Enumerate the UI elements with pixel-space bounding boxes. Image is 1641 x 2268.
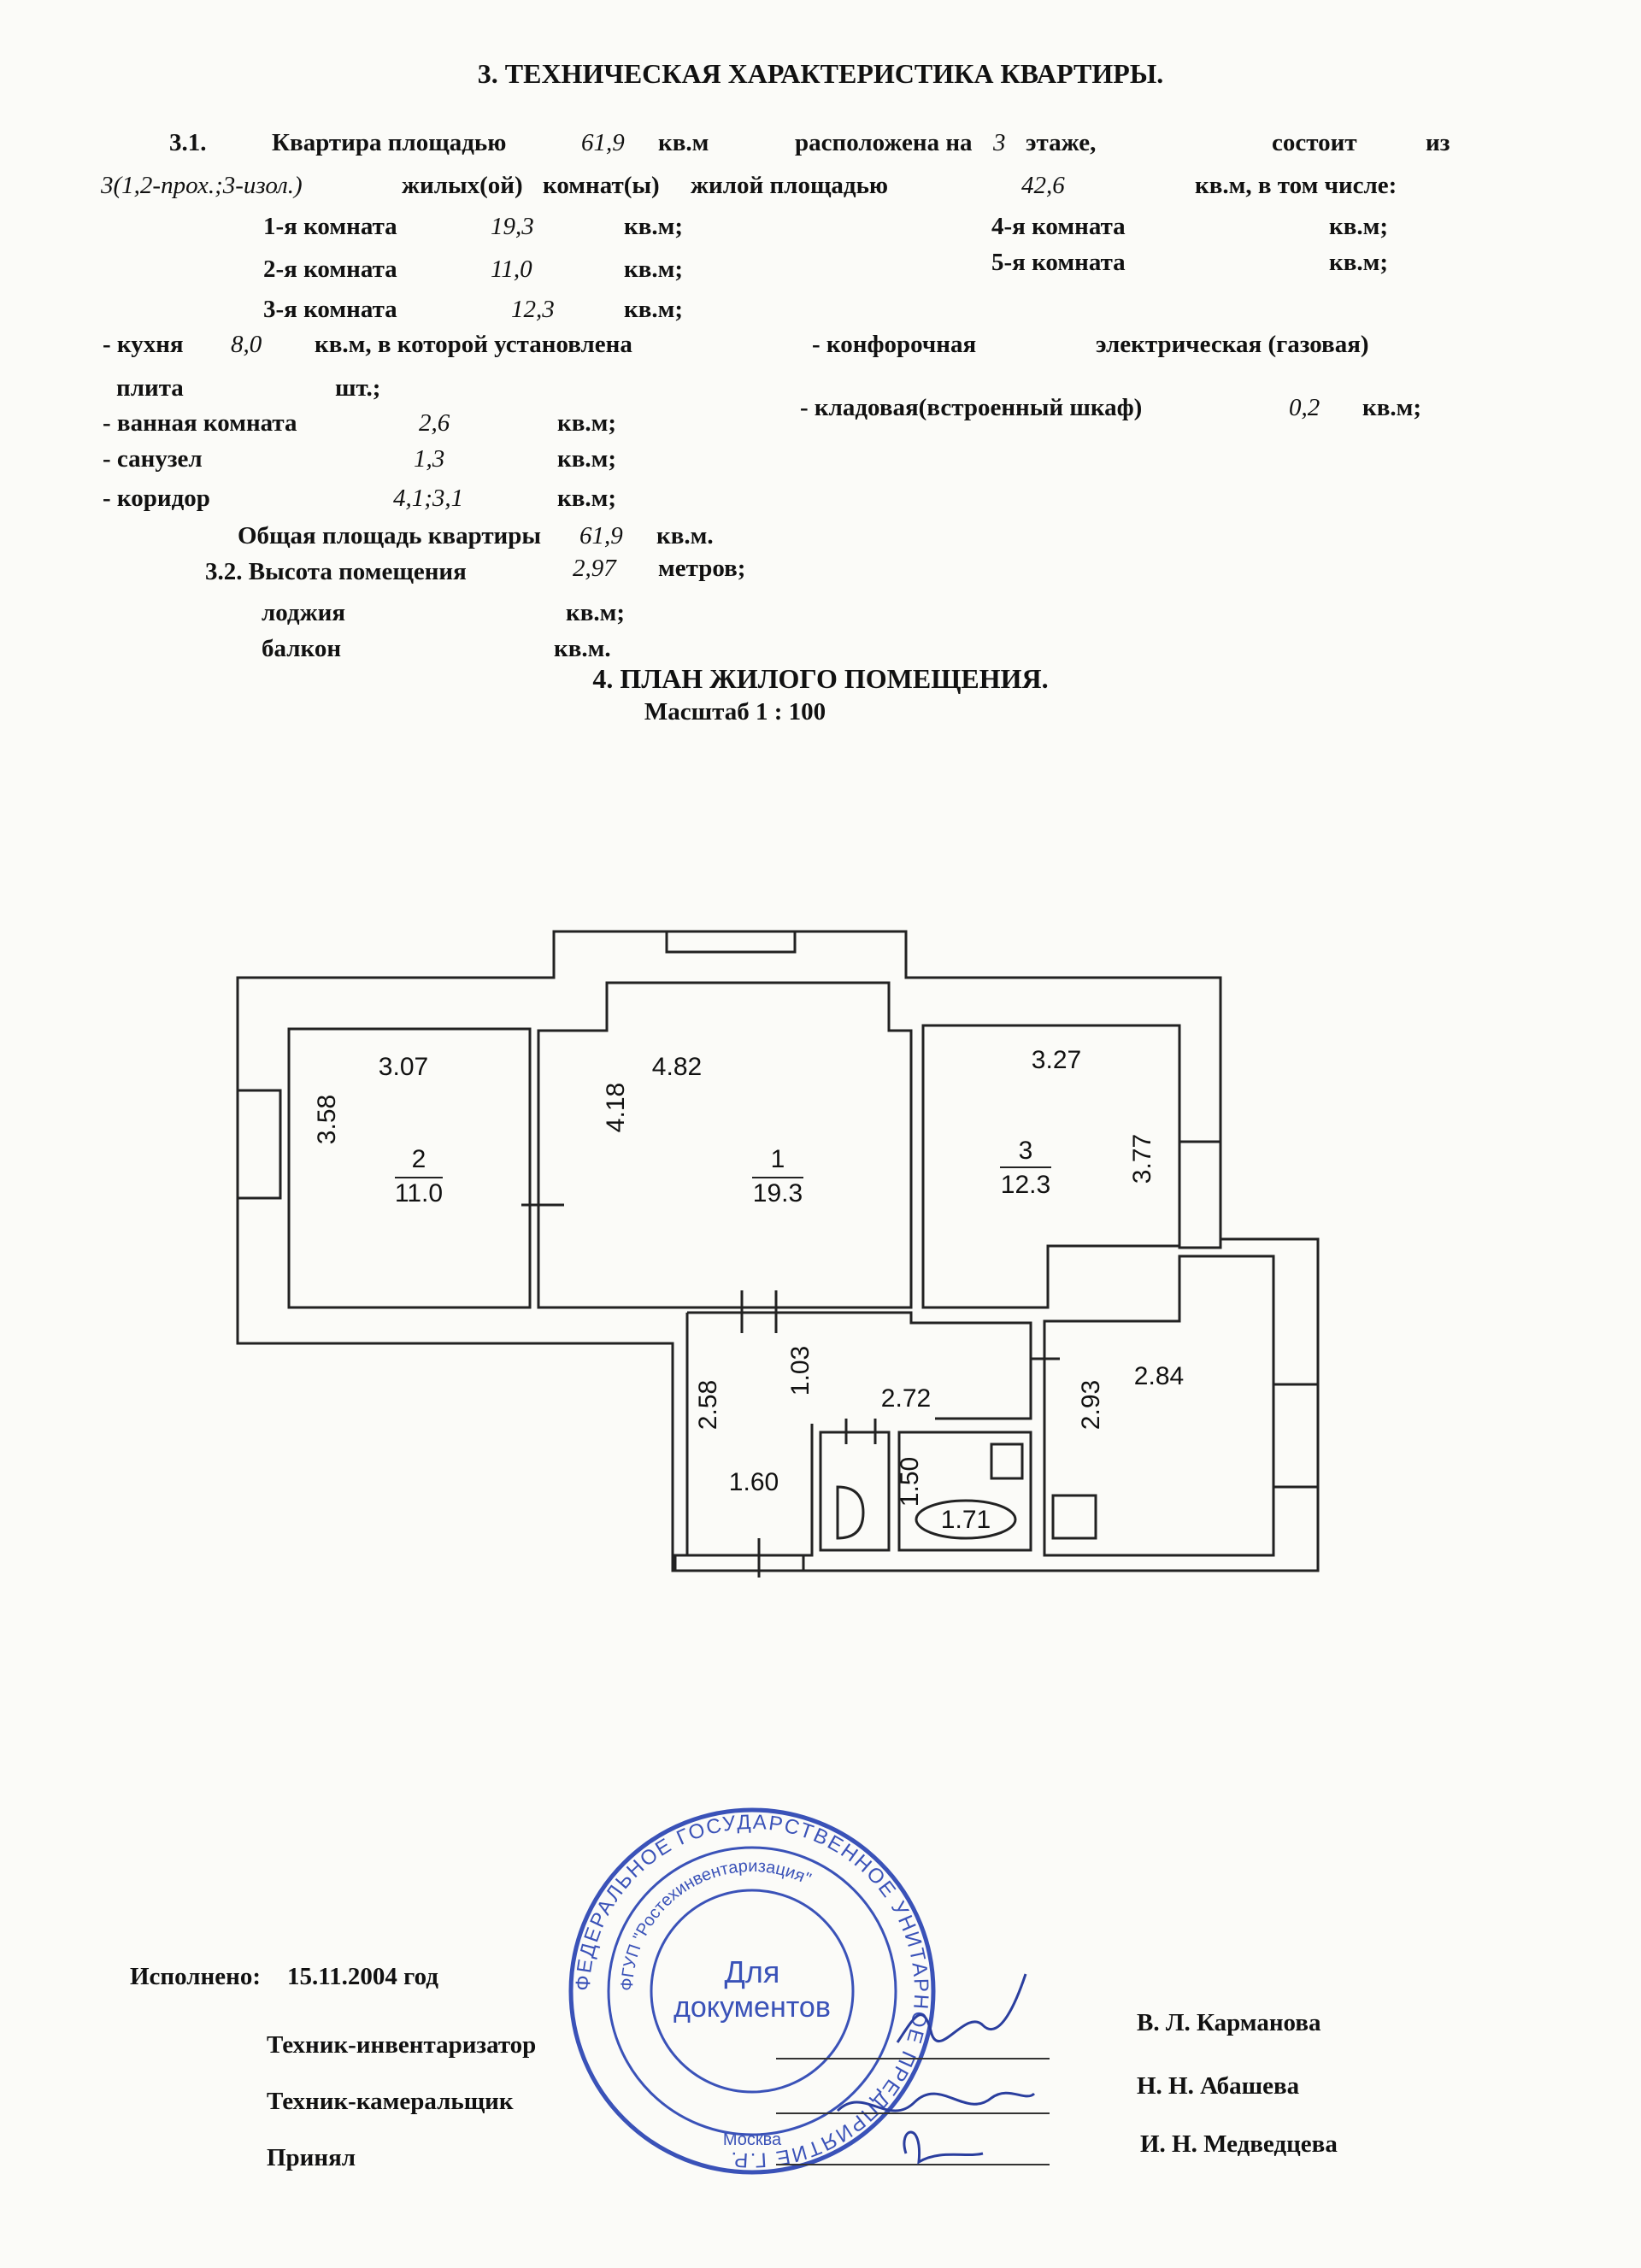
room2-num: 2	[411, 1145, 426, 1173]
p31-num: 3.1.	[169, 129, 207, 156]
name-1: В. Л. Карманова	[1137, 2009, 1321, 2036]
scale-label: Масштаб 1 : 100	[644, 698, 826, 726]
p31-text-d: состоит	[1272, 129, 1357, 156]
bath-dim: 1.71	[940, 1506, 991, 1534]
sink	[991, 1444, 1022, 1478]
room3-unit: кв.м;	[624, 296, 684, 323]
room3-width: 3.27	[1031, 1046, 1082, 1074]
corr-height: 2.58	[694, 1379, 722, 1431]
room1-height: 4.18	[602, 1082, 630, 1133]
room1-label: 1-я комната	[263, 213, 397, 240]
room1-width: 4.82	[651, 1053, 703, 1081]
living-area-value: 42,6	[1021, 172, 1065, 199]
room4-label: 4-я комната	[991, 213, 1126, 240]
height-unit: метров;	[658, 555, 746, 582]
plate-label: плита	[116, 374, 184, 402]
room1-value: 19,3	[491, 213, 534, 240]
executed-label: Исполнено:	[130, 1963, 261, 1990]
p31-text-h: жилой площадью	[691, 172, 889, 199]
section3-title: 3. ТЕХНИЧЕСКАЯ ХАРАКТЕРИСТИКА КВАРТИРЫ.	[477, 58, 1164, 89]
p32-label: 3.2. Высота помещения	[205, 558, 467, 585]
kitchen-label: - кухня	[103, 331, 184, 358]
section4-title: 4. ПЛАН ЖИЛОГО ПОМЕЩЕНИЯ.	[592, 663, 1049, 694]
bath-unit: кв.м;	[557, 409, 617, 437]
handwritten-signatures	[769, 1948, 1077, 2188]
name-2: Н. Н. Абашева	[1137, 2072, 1300, 2100]
stove	[1053, 1495, 1096, 1538]
signature-2	[838, 2093, 1034, 2111]
signature-3	[904, 2132, 983, 2162]
stove-type: электрическая (газовая)	[1096, 331, 1369, 358]
bath-label: - ванная комната	[103, 409, 297, 437]
room3-height: 3.77	[1128, 1133, 1156, 1184]
unit-kvm: кв.м	[658, 129, 709, 156]
stove-label: - конфорочная	[812, 331, 977, 358]
kitchen-text: кв.м, в которой установлена	[315, 331, 632, 358]
role-1: Техник-инвентаризатор	[267, 2031, 537, 2059]
window-top	[667, 931, 795, 952]
corr-label: - коридор	[103, 485, 210, 512]
room3-value: 12,3	[511, 296, 555, 323]
stamp-inner-text: ФГУП "Ростехинвентаризация"	[617, 1856, 815, 1992]
p31-text-i: кв.м, в том числе:	[1195, 172, 1397, 199]
hall-width: 2.72	[880, 1384, 932, 1413]
room5-label: 5-я комната	[991, 249, 1126, 276]
room2-height: 3.58	[313, 1094, 341, 1145]
role-2: Техник-камеральщик	[267, 2088, 514, 2115]
window-right	[1179, 1142, 1220, 1248]
room4-unit: кв.м;	[1329, 213, 1389, 240]
p31-text-c: этаже,	[1026, 129, 1097, 156]
bath-value: 2,6	[419, 409, 450, 437]
loggia-label: лоджия	[262, 599, 346, 626]
room3-label: 3-я комната	[263, 296, 397, 323]
corr-value: 4,1;3,1	[393, 485, 464, 512]
role-3: Принял	[267, 2144, 356, 2171]
room2-width: 3.07	[378, 1053, 429, 1081]
room2-area: 11.0	[394, 1179, 444, 1207]
total-label: Общая площадь квартиры	[238, 522, 542, 549]
room5-unit: кв.м;	[1329, 249, 1389, 276]
lower-walls	[687, 1313, 1031, 1419]
hall-height: 1.03	[786, 1345, 815, 1396]
signature-1	[897, 1974, 1026, 2042]
executed-date: 15.11.2004 год	[287, 1963, 438, 1990]
room2-label: 2-я комната	[263, 256, 397, 283]
toilet	[838, 1487, 863, 1538]
kitchen-height: 2.93	[1077, 1379, 1105, 1431]
bath-height: 1.50	[896, 1456, 924, 1507]
window-left	[238, 1090, 280, 1198]
p31-text-g: комнат(ы)	[543, 172, 660, 199]
storage-unit: кв.м;	[1362, 394, 1422, 421]
balcony-label: балкон	[262, 635, 342, 662]
p31-text-b: расположена на	[795, 129, 973, 156]
room1-walls	[538, 983, 911, 1307]
balcony-unit: кв.м.	[554, 635, 611, 662]
room2-unit: кв.м;	[624, 256, 684, 283]
window-kitchen	[1273, 1384, 1318, 1487]
room3-area: 12.3	[1000, 1171, 1051, 1199]
p31-text-f: жилых(ой)	[402, 172, 523, 199]
kitchen-value: 8,0	[231, 331, 262, 358]
room1-unit: кв.м;	[624, 213, 684, 240]
stamp-center-line1: Для	[724, 1954, 780, 1989]
wc-unit: кв.м;	[557, 445, 617, 473]
p31-text-a: Квартира площадью	[272, 129, 507, 156]
wc-label: - санузел	[103, 445, 203, 473]
storage-label: - кладовая(встроенный шкаф)	[800, 394, 1143, 421]
total-value: 61,9	[579, 522, 623, 549]
name-3: И. Н. Медведцева	[1140, 2130, 1338, 2158]
stamp-bottom: Москва	[722, 2130, 782, 2149]
loggia-unit: кв.м;	[566, 599, 626, 626]
wc-value: 1,3	[414, 445, 445, 473]
stamp-center-line2: документов	[673, 1991, 831, 2024]
total-unit: кв.м.	[656, 522, 714, 549]
total-area-value: 61,9	[581, 129, 625, 156]
height-value: 2,97	[573, 555, 616, 582]
room3-num: 3	[1018, 1137, 1033, 1165]
rooms-count-value: 3(1,2-прох.;3-изол.)	[101, 172, 303, 199]
room1-area: 19.3	[752, 1179, 803, 1207]
floor-value: 3	[993, 129, 1006, 156]
room1-num: 1	[770, 1145, 785, 1173]
kitchen-width: 2.84	[1133, 1362, 1185, 1390]
room2-value: 11,0	[491, 256, 532, 283]
corr-dim: 1.60	[728, 1468, 779, 1496]
window-bottom	[675, 1555, 803, 1571]
plate-unit: шт.;	[335, 374, 381, 402]
corr-unit: кв.м;	[557, 485, 617, 512]
storage-value: 0,2	[1289, 394, 1320, 421]
stamp-outer-text: ФЕДЕРАЛЬНОЕ ГОСУДАРСТВЕННОЕ УНИТАРНОЕ ПРЕДПРИЯТИЕ Г.Р.	[571, 1810, 933, 2172]
p31-text-e: из	[1426, 129, 1450, 156]
